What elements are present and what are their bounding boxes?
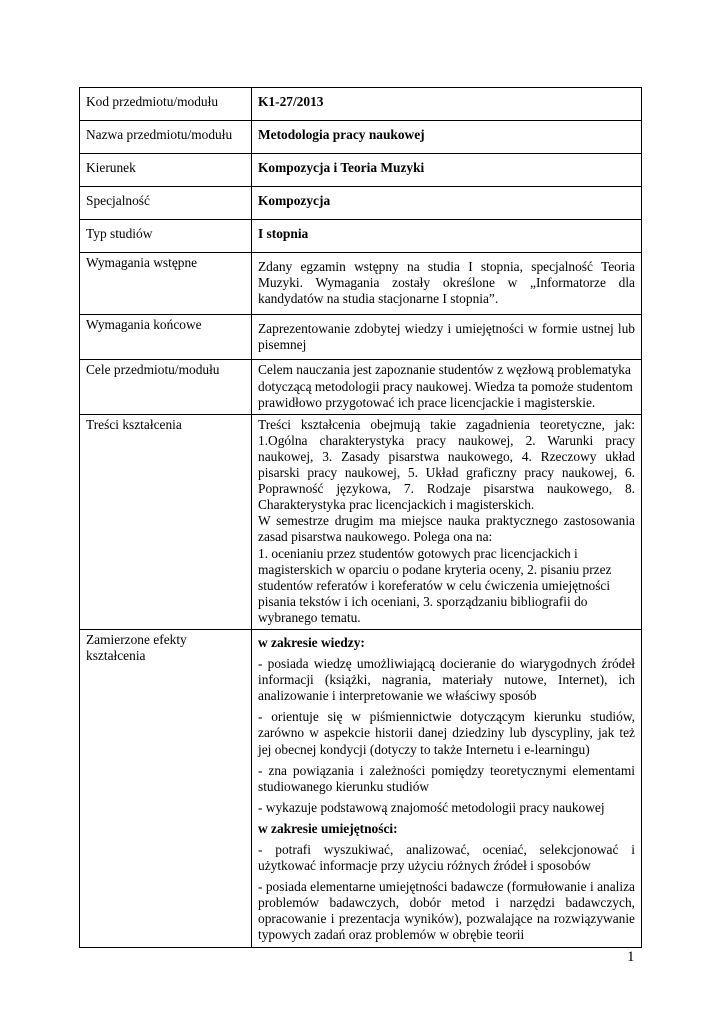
row-value: K1-27/2013: [252, 88, 642, 121]
table-row: [80, 253, 642, 315]
row-label: Kod przedmiotu/modułu: [80, 88, 252, 121]
umiejetnosci-heading: w zakresie umiejętności:: [258, 820, 398, 836]
list-item: - posiada wiedzę umożliwiającą docieranie do wiarygodnych źródeł informacji (książki, nagrania, materiały nutowe, Internet), ich analizowanie i interpretowanie we właściwy sposób: [258, 656, 635, 704]
row-value: Kompozycja: [252, 187, 642, 220]
row-value: Zaprezentowanie zdobytej wiedzy i umiejętności w formie ustnej lub pisemnej: [252, 315, 642, 360]
row-value: I stopnia: [252, 220, 642, 253]
tresci-paragraph: Treści kształcenia obejmują takie zagadnienia teoretyczne, jak: 1.Ogólna charakterystyka pracy naukowej, 2. Warunki pracy naukowej, 3. Zasady pisarstwa naukowego, 4. Rzeczowy układ pisarski pracy naukowej, 5. Układ graficzny pracy naukowej, 6. Poprawność językowa, 7. Rodzaje pisarstwa naukowego, 8. Charakterystyka prac licencjackich i magisterskich.: [258, 416, 635, 513]
table-row: [80, 121, 642, 154]
table-row: [80, 360, 642, 414]
list-item: - potrafi wyszukiwać, analizować, oceniać, selekcjonować i użytkować informacje przy użyciu różnych źródeł i sposobów: [258, 842, 635, 874]
table-row: [80, 220, 642, 253]
course-card: [79, 87, 641, 948]
course-table: [79, 87, 642, 948]
row-label: Wymagania wstępne: [80, 253, 252, 315]
row-label: Zamierzone efekty kształcenia: [80, 629, 252, 947]
row-value: Kompozycja i Teoria Muzyki: [252, 154, 642, 187]
list-item: - zna powiązania i zależności pomiędzy teoretycznymi elementami studiowanego kierunku studiów: [258, 762, 635, 794]
list-item: - wykazuje podstawową znajomość metodologii pracy naukowej: [258, 799, 605, 815]
list-item: - orientuje się w piśmiennictwie dotyczącym kierunku studiów, zarówno w aspekcie historii danej dziedziny lub dyscypliny, jak też jej obecnej kondycji (dotyczy to także Internetu i e-learningu): [258, 709, 635, 757]
tresci-value: [252, 414, 642, 629]
page-number: 1: [627, 949, 635, 965]
tresci-paragraph: W semestrze drugim ma miejsce nauka praktycznego zastosowania zasad pisarstwa naukowego. Polega ona na:: [258, 513, 635, 545]
row-label: Nazwa przedmiotu/modułu: [80, 121, 252, 154]
row-label: Cele przedmiotu/modułu: [80, 360, 252, 414]
table-row: [80, 88, 642, 121]
row-label: Kierunek: [80, 154, 252, 187]
table-row: [80, 154, 642, 187]
row-value: Metodologia pracy naukowej: [252, 121, 642, 154]
tresci-paragraph: 1. ocenianiu przez studentów gotowych prac licencjackich i magisterskich w oparciu o podane kryteria oceny, 2. pisaniu przez studentów referatów i koreferatów w celu ćwiczenia umiejętności pisania tekstów i ich oceniani, 3. sporządzaniu bibliografii do wybranego tematu.: [258, 545, 612, 625]
row-label: Wymagania końcowe: [80, 315, 252, 360]
row-value: Celem nauczania jest zapoznanie studentów z węzłową problematyka dotyczącą metodologii pracy naukowej. Wiedza ta pomoże studentom prawidłowo przygotować ich prace licencjackie i magisterskie.: [252, 360, 642, 414]
efekty-value: [252, 629, 642, 947]
row-label: Typ studiów: [80, 220, 252, 253]
table-row: [80, 629, 642, 947]
table-row: [80, 414, 642, 629]
row-label: Treści kształcenia: [80, 414, 252, 629]
wiedza-heading: w zakresie wiedzy:: [258, 634, 365, 650]
row-value: Zdany egzamin wstępny na studia I stopnia, specjalność Teoria Muzyki. Wymagania zostały określone w „Informatorze dla kandydatów na studia stacjonarne I stopnia”.: [252, 253, 642, 315]
row-label: Specjalność: [80, 187, 252, 220]
table-row: [80, 187, 642, 220]
list-item: - posiada elementarne umiejętności badawcze (formułowanie i analiza problemów badawczych, dobór metod i narzędzi badawczych, opracowanie i prezentacja wyników), pozwalające na rozwiązywanie typowych zadań oraz problemów w obrębie teorii: [258, 879, 635, 943]
table-row: [80, 315, 642, 360]
